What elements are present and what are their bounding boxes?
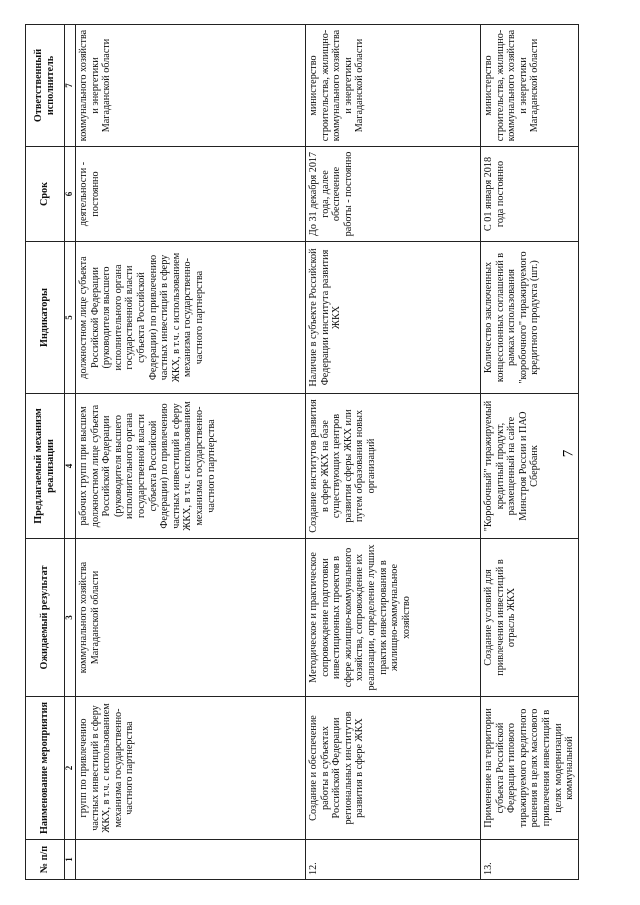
column-number: 6: [65, 147, 76, 242]
row-deadline: До 31 декабря 2017 года, далее обеспечение работы - постоянно: [306, 147, 481, 242]
header-indicators: Индикаторы: [26, 242, 65, 394]
page-number: 7: [560, 449, 577, 458]
header-deadline: Срок: [26, 147, 65, 242]
header-name: Наименование мероприятия: [26, 697, 65, 840]
row-indicators: Наличие в субъекте Российской Федерации института развития ЖКХ: [306, 242, 481, 394]
header-result: Ожидаемый результат: [26, 539, 65, 697]
row-result: Создание условий для привлечения инвестиций в отрасль ЖКХ: [481, 539, 579, 697]
table-row: [306, 25, 481, 880]
header-mechanism: Предлагаемый механизм реализации: [26, 394, 65, 539]
row-indicators: Количество заключенных концессионных соглашений в рамках использования "коробочного" тиражируемого кредитного продукта (шт.): [481, 242, 579, 394]
row-name: Создание и обеспечение работы в субъектах Российской Федерации региональных институтов развития в сфере ЖКХ: [306, 697, 481, 840]
header-responsible: Ответственный исполнитель: [26, 25, 65, 147]
column-number: 3: [65, 539, 76, 697]
row-deadline: С 01 января 2018 года постоянно: [481, 147, 579, 242]
column-number: 4: [65, 394, 76, 539]
column-number-row: [65, 25, 76, 880]
row-deadline: деятельности - постоянно: [76, 147, 306, 242]
row-result: Методическое и практическое сопровождение подготовки инвестиционных проектов в сфере жилищно-коммунального хозяйства, сопровождение их реализации, определение лучших практик инвестирования в жилищно-коммунальное хозяйство: [306, 539, 481, 697]
row-mechanism: рабочих групп при высшем должностном лице субъекта Российской Федерации (руководителя высшего исполнительного органа государственной власти субъекта Российской Федерации) по привлечению частных инвестиций в сферу ЖКХ, в т.ч. с использованием механизма государственно-частного партнерства: [76, 394, 306, 539]
column-number: 5: [65, 242, 76, 394]
row-num: [76, 840, 306, 880]
row-responsible: министерство строительства, жилищно-коммунального хозяйства и энергетики Магаданской области: [481, 25, 579, 147]
row-num: 12.: [306, 840, 481, 880]
row-mechanism: Создание институтов развития в сфере ЖКХ на базе существующих центров развития сферы ЖКХ или путем образования новых организаций: [306, 394, 481, 539]
rotated-table-container: [25, 25, 576, 880]
row-num: 13.: [481, 840, 579, 880]
table-row: [481, 25, 579, 880]
column-number: 7: [65, 25, 76, 147]
row-indicators: должностном лице субъекта Российской Федерации (руководителя высшего исполнительного органа государственной власти субъекта Российской Федерации) по привлечению частных инвестиций в сферу ЖКХ, в т.ч. с использованием механизма государственно-частного партнерства: [76, 242, 306, 394]
measures-table: [25, 24, 579, 880]
row-name: Применение на территории субъекта Российской Федерации типового тиражируемого кредитного решения в целях массового привлечения инвестиций в целях модернизации коммунальной: [481, 697, 579, 840]
column-number: 1: [65, 840, 76, 880]
column-number: 2: [65, 697, 76, 840]
row-mechanism: "Коробочный" тиражируемый кредитный продукт, размещенный на сайте Минстроя России и ПАО Сбербанк: [481, 394, 579, 539]
table-row: [76, 25, 306, 880]
header-num: № п/п: [26, 840, 65, 880]
header-row: [26, 25, 65, 880]
row-responsible: министерство строительства, жилищно-коммунального хозяйства и энергетики Магаданской области: [306, 25, 481, 147]
row-name: групп по привлечению частных инвестиций в сферу ЖКХ, в т.ч. с использованием механизма государственно-частного партнерства: [76, 697, 306, 840]
row-result: коммунального хозяйства Магаданской области: [76, 539, 306, 697]
row-responsible: коммунального хозяйства и энергетики Магаданской области: [76, 25, 306, 147]
